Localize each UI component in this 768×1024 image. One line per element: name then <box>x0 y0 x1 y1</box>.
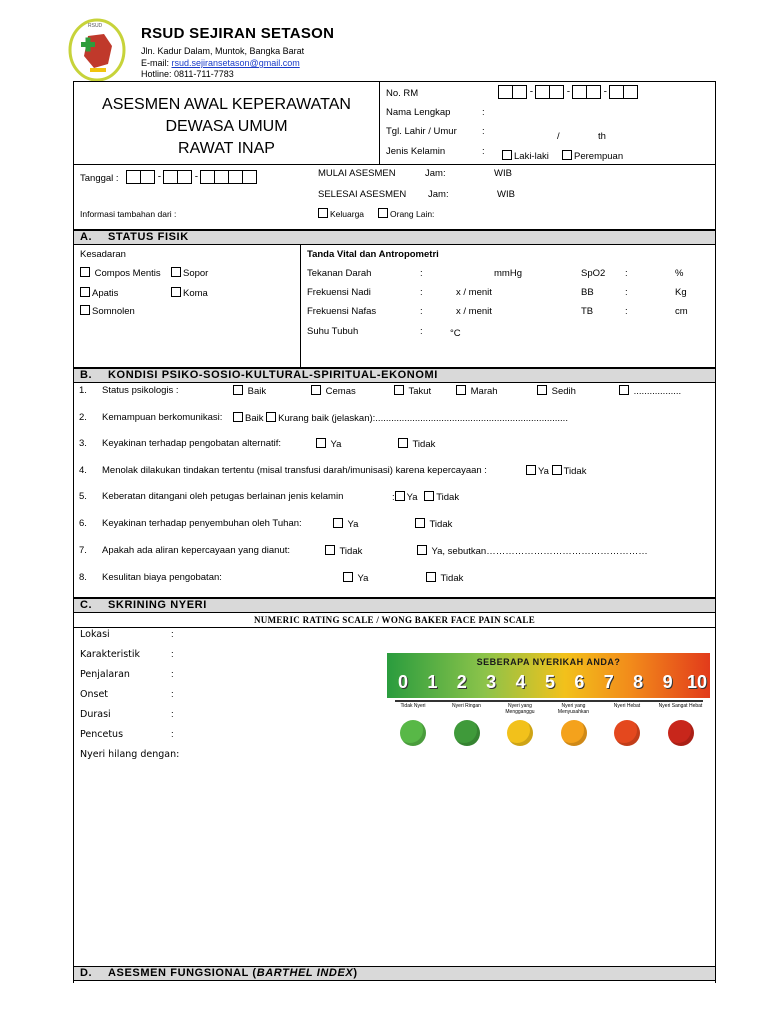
pain-number-0: 0 <box>397 672 408 692</box>
apatis-option[interactable]: Apatis <box>80 287 118 299</box>
b1-cemas-checkbox[interactable] <box>311 385 321 395</box>
jk-label: Jenis Kelamin <box>386 146 446 157</box>
section-c-header <box>73 598 716 613</box>
penjalaran-label: Penjalaran <box>80 669 130 680</box>
nama-label: Nama Lengkap <box>386 107 451 118</box>
sopor-option[interactable]: Sopor <box>171 267 208 279</box>
suhu-unit: °C <box>450 328 461 339</box>
pain-number-5: 5 <box>544 672 555 692</box>
b-item-7: 7. Apakah ada aliran kepercayaan yang dianut: <box>79 545 291 556</box>
b1-cemas[interactable]: Cemas <box>311 385 356 397</box>
b7-tidak[interactable]: Tidak <box>325 545 362 557</box>
b1-marah-checkbox[interactable] <box>456 385 466 395</box>
pain-face-icon <box>400 720 426 746</box>
b7-ya[interactable]: Ya, sebutkan…………………………………………… <box>417 545 648 557</box>
pain-scale-image <box>387 653 710 752</box>
laki-checkbox[interactable] <box>502 150 512 160</box>
selesai-jam: Jam: <box>428 189 449 200</box>
b1-marah[interactable]: Marah <box>456 385 498 397</box>
pain-face-icon <box>668 720 694 746</box>
suhu-colon: : <box>420 326 423 337</box>
b4-options[interactable]: Ya Tidak <box>526 465 586 477</box>
tanggal-boxes[interactable]: - - <box>127 170 257 184</box>
section-b-header <box>73 368 716 383</box>
section-d-title: ASESMEN FUNGSIONAL ( <box>108 967 257 979</box>
section-a-letter: A. <box>80 231 93 243</box>
pain-scale-title: SEBERAPA NYERIKAH ANDA? <box>476 657 621 667</box>
section-d-bottom <box>73 980 716 983</box>
b2-options[interactable]: Baik Kurang baik (jelaskan):......................................................................... <box>233 412 568 424</box>
spo2-label: SpO2 <box>581 268 606 279</box>
tgl-colon: : <box>482 126 485 137</box>
b-item-4: 4. Menolak dilakukan tindakan tertentu (misal transfusi darah/imunisasi) karena kepercayaan : <box>79 465 487 476</box>
hospital-logo <box>68 18 126 82</box>
b-item-5: 5. Keberatan ditangani oleh petugas berlainan jenis kelamin <box>79 491 344 502</box>
fnafas-label: Frekuensi Nafas <box>307 306 377 317</box>
durasi-colon: : <box>171 709 174 720</box>
pain-face-icon <box>454 720 480 746</box>
orang-lain-checkbox[interactable] <box>378 208 388 218</box>
kesadaran-label: Kesadaran <box>80 249 126 260</box>
jk-perempuan[interactable]: Perempuan <box>562 150 623 162</box>
logo-text: RSUD <box>88 23 103 29</box>
no-rm-boxes[interactable]: - - - <box>499 85 638 99</box>
title-divider <box>379 81 380 165</box>
tgl-label: Tgl. Lahir / Umur <box>386 126 457 137</box>
b-item-1: 1. Status psikologis : <box>79 385 179 396</box>
no-rm-label: No. RM <box>386 88 419 99</box>
b-item-3: 3. Keyakinan terhadap pengobatan alternatif: <box>79 438 282 449</box>
tb-colon: : <box>625 306 628 317</box>
pain-face-icon <box>561 720 587 746</box>
form-title-line3: RAWAT INAP <box>178 140 275 157</box>
b1-baik[interactable]: Baik <box>233 385 266 397</box>
pencetus-label: Pencetus <box>80 729 124 740</box>
b2-kurang-checkbox[interactable] <box>266 412 276 422</box>
tb-unit: cm <box>675 306 688 317</box>
b-item-8: 8. Kesulitan biaya pengobatan: <box>79 572 222 583</box>
section-b-letter: B. <box>80 369 93 381</box>
section-a-divider <box>300 244 301 368</box>
lokasi-colon: : <box>171 629 174 640</box>
tb-label: TB <box>581 306 594 317</box>
pain-number-9: 9 <box>662 672 673 692</box>
b1-other-checkbox[interactable] <box>619 385 629 395</box>
pain-scale-faces <box>387 703 710 752</box>
form-title <box>74 94 379 160</box>
b1-takut[interactable]: Takut <box>394 385 431 397</box>
pain-number-3: 3 <box>486 672 497 692</box>
pain-number-2: 2 <box>456 672 467 692</box>
spo2-unit: % <box>675 268 684 279</box>
fn-colon: : <box>420 287 423 298</box>
pain-number-1: 1 <box>427 672 438 692</box>
b6-ya[interactable]: Ya <box>333 518 358 530</box>
tanggal-label: Tanggal : <box>80 173 119 184</box>
somnolen-option[interactable]: Somnolen <box>80 305 135 317</box>
apatis-checkbox[interactable] <box>80 287 90 297</box>
b6-tidak-checkbox[interactable] <box>415 518 425 528</box>
bb-colon: : <box>625 287 628 298</box>
vital-title: Tanda Vital dan Antropometri <box>307 249 439 260</box>
pain-face-label: Nyeri Sangat Hebat <box>658 703 703 709</box>
pain-face-label: Nyeri yang Mengganggu <box>505 703 535 715</box>
pain-number-10: 10 <box>686 672 708 692</box>
section-d-letter: D. <box>80 967 93 979</box>
td-label: Tekanan Darah <box>307 268 372 279</box>
mulai-wib: WIB <box>494 168 512 179</box>
b6-tidak[interactable]: Tidak <box>415 518 452 530</box>
b8-ya[interactable]: Ya <box>343 572 368 584</box>
b5-tidak-checkbox[interactable] <box>424 491 434 501</box>
hospital-email <box>141 58 300 69</box>
compos-checkbox[interactable] <box>80 267 90 277</box>
pain-number-4: 4 <box>515 672 526 692</box>
keluarga-checkbox[interactable] <box>318 208 328 218</box>
pain-face-icon <box>614 720 640 746</box>
b8-ya-checkbox[interactable] <box>343 572 353 582</box>
pain-face-label: Nyeri Ringan <box>452 703 481 709</box>
selesai-label: SELESAI ASESMEN <box>318 189 407 200</box>
selesai-wib: WIB <box>497 189 515 200</box>
b4-tidak-checkbox[interactable] <box>552 465 562 475</box>
section-c-title: SKRINING NYERI <box>108 599 207 611</box>
fnafas-unit: x / menit <box>456 306 492 317</box>
form-title-line2: DEWASA UMUM <box>165 118 288 135</box>
nama-colon: : <box>482 107 485 118</box>
b3-tidak-checkbox[interactable] <box>398 438 408 448</box>
b1-sedih-checkbox[interactable] <box>537 385 547 395</box>
pain-number-8: 8 <box>633 672 644 692</box>
umur-slash: / <box>557 131 560 142</box>
hospital-name: RSUD SEJIRAN SETASON <box>141 25 335 42</box>
jk-colon: : <box>482 146 485 157</box>
b5-ya-checkbox[interactable] <box>395 491 405 501</box>
form-title-line1: ASESMEN AWAL KEPERAWATAN <box>102 96 351 113</box>
pain-face-label: Tidak Nyeri <box>400 703 426 709</box>
email-link[interactable]: rsud.sejiransetason@gmail.com <box>171 58 300 68</box>
hospital-address: Jln. Kadur Dalam, Muntok, Bangka Barat <box>141 46 305 56</box>
mulai-jam: Jam: <box>425 168 446 179</box>
compos-option[interactable]: Compos Mentis <box>80 267 161 279</box>
section-a-header <box>73 230 716 245</box>
pencetus-colon: : <box>171 729 174 740</box>
nyeri-hilang-label: Nyeri hilang dengan: <box>80 749 180 760</box>
td-colon: : <box>420 268 423 279</box>
b1-takut-checkbox[interactable] <box>394 385 404 395</box>
b2-baik-checkbox[interactable] <box>233 412 243 422</box>
pain-scale-axis <box>395 700 703 702</box>
b7-ya-checkbox[interactable] <box>417 545 427 555</box>
pain-scale-subtitle: NUMERIC RATING SCALE / WONG BAKER FACE PAIN SCALE <box>74 613 715 628</box>
suhu-label: Suhu Tubuh <box>307 326 359 337</box>
pain-number-6: 6 <box>574 672 585 692</box>
section-d-title-italic: BARTHEL INDEX <box>256 967 354 979</box>
perempuan-checkbox[interactable] <box>562 150 572 160</box>
durasi-label: Durasi <box>80 709 111 720</box>
section-a-body <box>73 244 716 368</box>
b1-other[interactable]: .................. <box>619 385 681 397</box>
b6-ya-checkbox[interactable] <box>333 518 343 528</box>
b1-sedih[interactable]: Sedih <box>537 385 576 397</box>
email-label: E-mail: <box>141 58 172 68</box>
section-d-header <box>73 966 716 981</box>
pain-face-label: Nyeri Hebat <box>613 703 641 709</box>
b5-options[interactable]: : Ya Tidak <box>392 492 460 503</box>
b4-ya-checkbox[interactable] <box>526 465 536 475</box>
pain-face-icon <box>507 720 533 746</box>
b-item-2: 2. Kemampuan berkomunikasi: <box>79 412 223 423</box>
pain-scale-numbers <box>392 672 707 694</box>
jk-laki[interactable]: Laki-laki <box>502 150 549 162</box>
info-keluarga[interactable]: Keluarga <box>318 208 364 219</box>
umur-th: th <box>598 131 606 142</box>
section-b-title: KONDISI PSIKO-SOSIO-KULTURAL-SPIRITUAL-EKONOMI <box>108 369 438 381</box>
section-a-title: STATUS FISIK <box>108 231 189 243</box>
b7-tidak-checkbox[interactable] <box>325 545 335 555</box>
hospital-hotline: Hotline: 0811-711-7783 <box>141 69 234 79</box>
pain-number-7: 7 <box>603 672 614 692</box>
b1-baik-checkbox[interactable] <box>233 385 243 395</box>
bb-label: BB <box>581 287 594 298</box>
onset-label: Onset <box>80 689 109 700</box>
fn-label: Frekuensi Nadi <box>307 287 371 298</box>
spo2-colon: : <box>625 268 628 279</box>
sopor-checkbox[interactable] <box>171 267 181 277</box>
fn-unit: x / menit <box>456 287 492 298</box>
b3-ya-checkbox[interactable] <box>316 438 326 448</box>
penjalaran-colon: : <box>171 669 174 680</box>
bb-unit: Kg <box>675 287 687 298</box>
info-label: Informasi tambahan dari : <box>80 209 177 219</box>
onset-colon: : <box>171 689 174 700</box>
mulai-label: MULAI ASESMEN <box>318 168 396 179</box>
koma-checkbox[interactable] <box>171 287 181 297</box>
b8-tidak[interactable]: Tidak <box>426 572 463 584</box>
koma-option[interactable]: Koma <box>171 287 208 299</box>
section-c-letter: C. <box>80 599 93 611</box>
section-d-title-end: ) <box>353 967 358 979</box>
somnolen-checkbox[interactable] <box>80 305 90 315</box>
b3-tidak[interactable]: Tidak <box>398 438 435 450</box>
td-unit: mmHg <box>494 268 522 279</box>
b3-ya[interactable]: Ya <box>316 438 341 450</box>
fnafas-colon: : <box>420 306 423 317</box>
info-orang-lain[interactable]: Orang Lain: <box>378 208 434 219</box>
lokasi-label: Lokasi <box>80 629 110 640</box>
pain-face-label: Nyeri yang Menyusahkan <box>557 703 590 715</box>
karakteristik-label: Karakteristik <box>80 649 141 660</box>
karakteristik-colon: : <box>171 649 174 660</box>
b-item-6: 6. Keyakinan terhadap penyembuhan oleh Tuhan: <box>79 518 302 529</box>
b8-tidak-checkbox[interactable] <box>426 572 436 582</box>
